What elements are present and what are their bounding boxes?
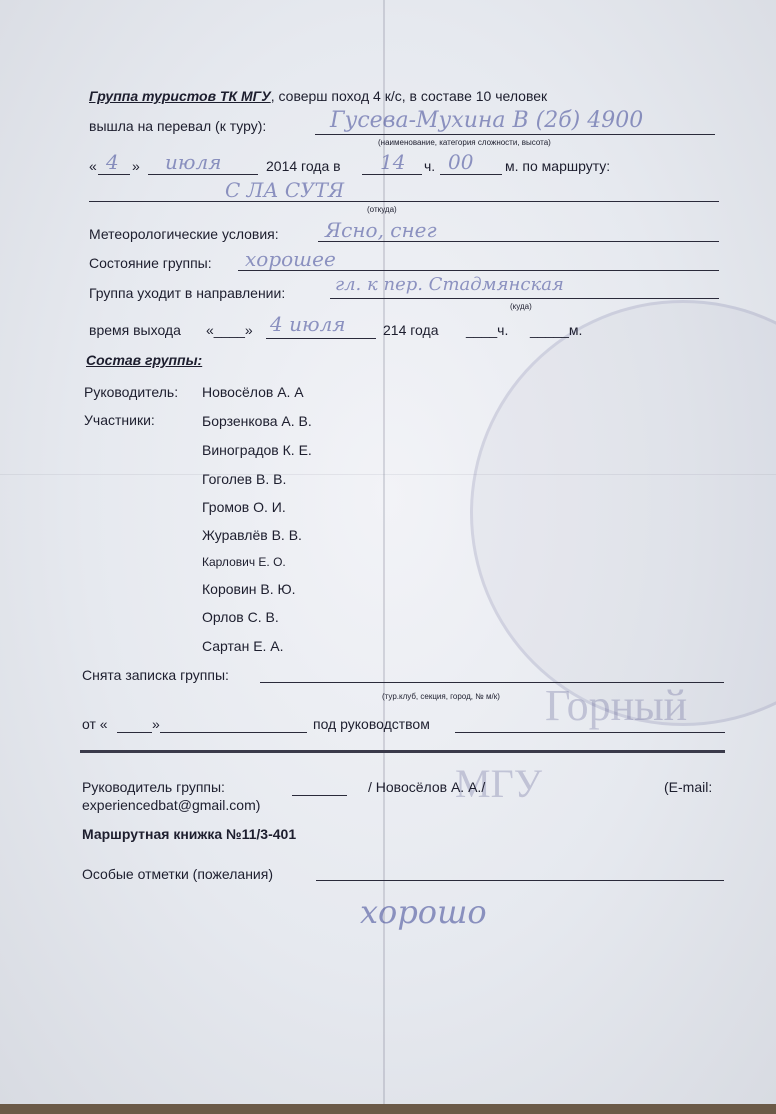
under-line [455, 732, 725, 733]
removal-line [260, 682, 724, 683]
participant-item: Гоголев В. В. [202, 471, 287, 487]
from-close: » [152, 716, 160, 732]
participant-item: Виноградов К. Е. [202, 442, 312, 458]
notes-line [316, 880, 724, 881]
condition-hw: хорошее [245, 247, 336, 271]
removal-hint: (тур.клуб, секция, город, № м/к) [382, 692, 500, 701]
removal-label: Снята записка группы: [82, 667, 229, 683]
date-month-line [148, 174, 258, 175]
stamp-text-2: МГУ [455, 761, 543, 806]
participants-label: Участники: [84, 412, 155, 428]
date-min-suffix: м. по маршруту: [505, 158, 611, 174]
departure-month-line [266, 338, 376, 339]
participant-item: Орлов С. В. [202, 609, 279, 625]
group-rest: , соверш поход 4 к/с, в составе 10 человек [270, 88, 548, 104]
date-hour-suffix: ч. [424, 158, 436, 174]
divider-rule [80, 750, 725, 753]
date-day-hw: 4 [106, 150, 119, 174]
participant-item: Громов О. И. [202, 499, 286, 515]
stamp-text-1: Горный [545, 681, 688, 730]
participant-item: Журавлёв В. В. [202, 527, 302, 543]
route-hw: С ЛА СУТЯ [225, 178, 345, 202]
departure-hw: 4 июля [270, 312, 346, 336]
route-book: Маршрутная книжка №11/3-401 [82, 826, 297, 842]
leader-label: Руководитель: [84, 384, 179, 400]
email-label: (E-mail: [664, 779, 713, 795]
footer-leader-label: Руководитель группы: [82, 779, 225, 795]
under-label: под руководством [313, 716, 430, 732]
email-value: experiencedbat@gmail.com) [82, 797, 261, 813]
from-month-line [160, 732, 307, 733]
participant-item: Борзенкова А. В. [202, 413, 312, 429]
date-min-line [440, 174, 502, 175]
route-hint: (откуда) [367, 205, 397, 214]
departure-min: _____м. [530, 322, 583, 338]
departure-hour: ____ч. [466, 322, 509, 338]
direction-label: Группа уходит в направлении: [89, 285, 286, 301]
faded-stamp [470, 300, 776, 726]
date-month-hw: июля [165, 150, 222, 174]
members-section-title: Состав группы: [86, 352, 203, 368]
departure-label: время выхода [89, 322, 181, 338]
direction-hint: (куда) [510, 302, 532, 311]
date-quote-close: » [132, 158, 140, 174]
condition-label: Состояние группы: [89, 255, 212, 271]
date-quote-open: « [89, 158, 97, 174]
leader-name: Новосёлов А. А [202, 384, 304, 400]
date-hour-hw: 14 [380, 150, 406, 174]
pass-handwriting: Гусева-Мухина В (2б) 4900 [330, 108, 644, 133]
participant-item: Коровин В. Ю. [202, 581, 296, 597]
date-year: 2014 года в [266, 158, 341, 174]
departure-year: 214 года [383, 322, 439, 338]
direction-hw: гл. к пер. Стадмянская [335, 274, 564, 295]
notes-label: Особые отметки (пожелания) [82, 866, 273, 882]
weather-hw: Ясно, снег [325, 218, 437, 242]
footer-leader-sig: / Новосёлов А. А./ [368, 779, 486, 795]
date-hour-line [362, 174, 422, 175]
group-label: Группа туристов ТК МГУ [89, 88, 271, 104]
weather-label: Метеорологические условия: [89, 226, 279, 242]
pass-field-line [315, 134, 715, 135]
date-day-line [98, 174, 130, 175]
pass-hint: (наименование, категория сложности, высота) [378, 138, 551, 147]
route-line [89, 201, 719, 202]
from-day-line [117, 732, 152, 733]
participant-item: Карлович Е. О. [202, 555, 286, 569]
from-label: от « [82, 716, 108, 732]
participant-item: Сартан Е. А. [202, 638, 284, 654]
direction-line [330, 298, 719, 299]
signature-line [292, 795, 347, 796]
pass-label: вышла на перевал (к туру): [89, 118, 267, 134]
departure-quote: «____» [206, 322, 253, 338]
date-min-hw: 00 [448, 150, 474, 174]
notes-hw: хорошо [360, 893, 487, 931]
